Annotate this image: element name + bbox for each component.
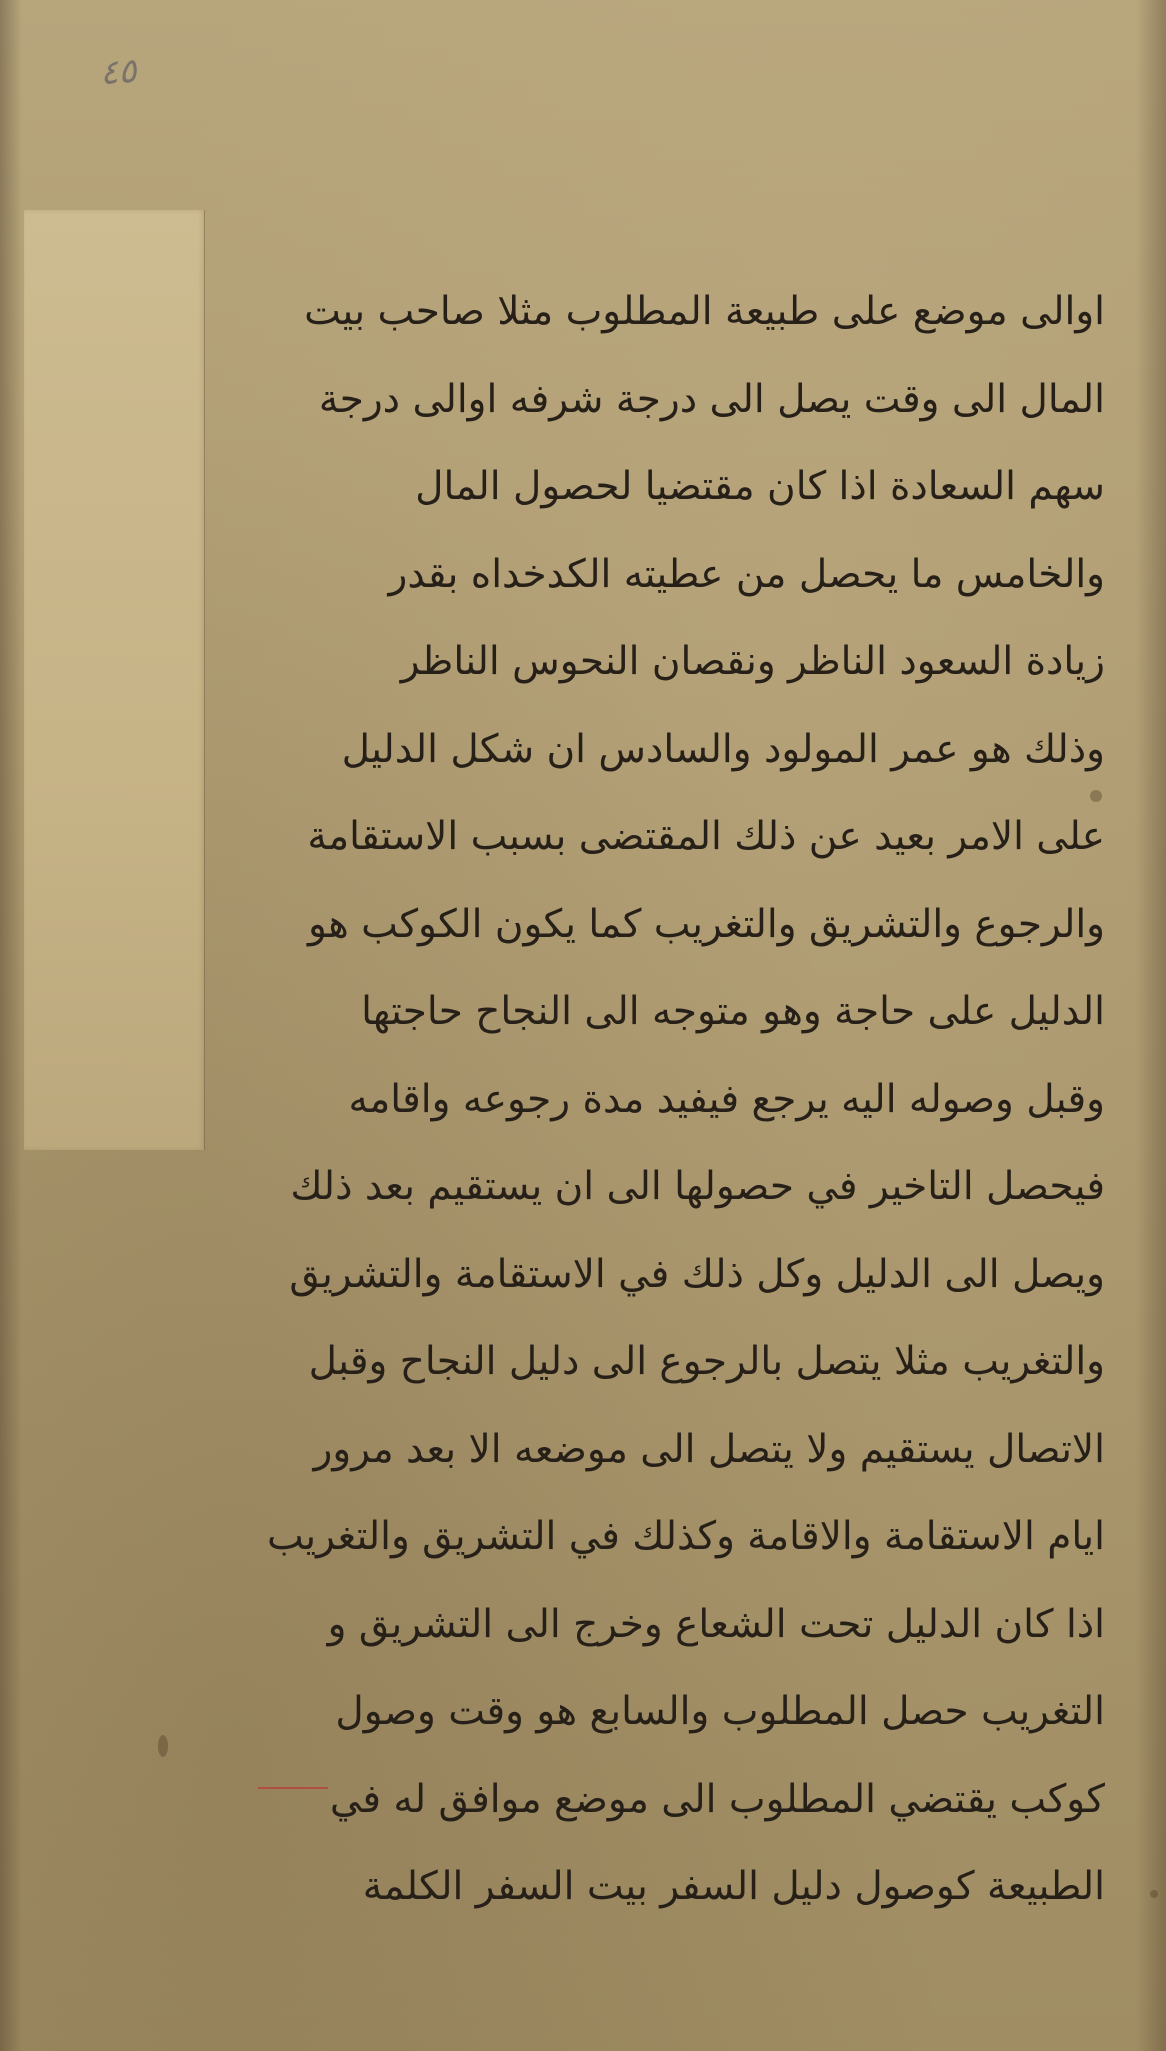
text-line-2: المال الى وقت يصل الى درجة شرفه اوالى درجة: [318, 376, 1105, 422]
text-line-3: سهم السعادة اذا كان مقتضيا لحصول المال: [415, 464, 1105, 509]
text-line-9: الدليل على حاجة وهو متوجه الى النجاح حاجتها: [361, 989, 1105, 1034]
text-line-11: فيحصل التاخير في حصولها الى ان يستقيم بعد ذلك: [290, 1164, 1105, 1209]
stain-spot: [1150, 1890, 1158, 1898]
text-line-4: والخامس ما يحصل من عطيته الكدخداه بقدر: [388, 551, 1105, 597]
text-line-19: الطبيعة كوصول دليل السفر بيت السفر الكلمة: [362, 1864, 1105, 1909]
text-line-16: اذا كان الدليل تحت الشعاع وخرج الى التشريق و: [327, 1601, 1105, 1647]
manuscript-text: [215, 268, 1105, 1931]
text-line-15: ايام الاستقامة والاقامة وكذلك في التشريق والتغريب: [266, 1514, 1105, 1559]
paper-repair-patch: [24, 210, 204, 1150]
text-line-8: والرجوع والتشريق والتغريب كما يكون الكوكب هو: [308, 901, 1105, 947]
right-page-edge: [1136, 0, 1166, 2051]
stain-spot: [1090, 790, 1102, 802]
text-line-10: وقبل وصوله اليه يرجع فيفيد مدة رجوعه واقامه: [348, 1076, 1105, 1122]
text-line-18: كوكب يقتضي المطلوب الى موضع موافق له في: [329, 1776, 1105, 1822]
text-line-5: زيادة السعود الناظر ونقصان النحوس الناظر: [400, 639, 1105, 684]
folio-number: ٤٥: [98, 50, 138, 94]
stain-spot: [158, 1735, 168, 1757]
text-line-14: الاتصال يستقيم ولا يتصل الى موضعه الا بعد مرور: [313, 1426, 1105, 1472]
text-line-7: على الامر بعيد عن ذلك المقتضى بسبب الاستقامة: [307, 814, 1105, 859]
left-page-edge: [0, 0, 22, 2051]
text-line-6: وذلك هو عمر المولود والسادس ان شكل الدليل: [341, 726, 1105, 772]
text-line-13: والتغريب مثلا يتصل بالرجوع الى دليل النجاح وقبل: [308, 1339, 1105, 1384]
text-line-1: اوالى موضع على طبيعة المطلوب مثلا صاحب بيت: [304, 289, 1105, 334]
text-line-17: التغريب حصل المطلوب والسابع هو وقت وصول: [335, 1689, 1105, 1734]
text-line-12: ويصل الى الدليل وكل ذلك في الاستقامة والتشريق: [289, 1251, 1105, 1297]
red-underline-mark: [258, 1787, 328, 1789]
